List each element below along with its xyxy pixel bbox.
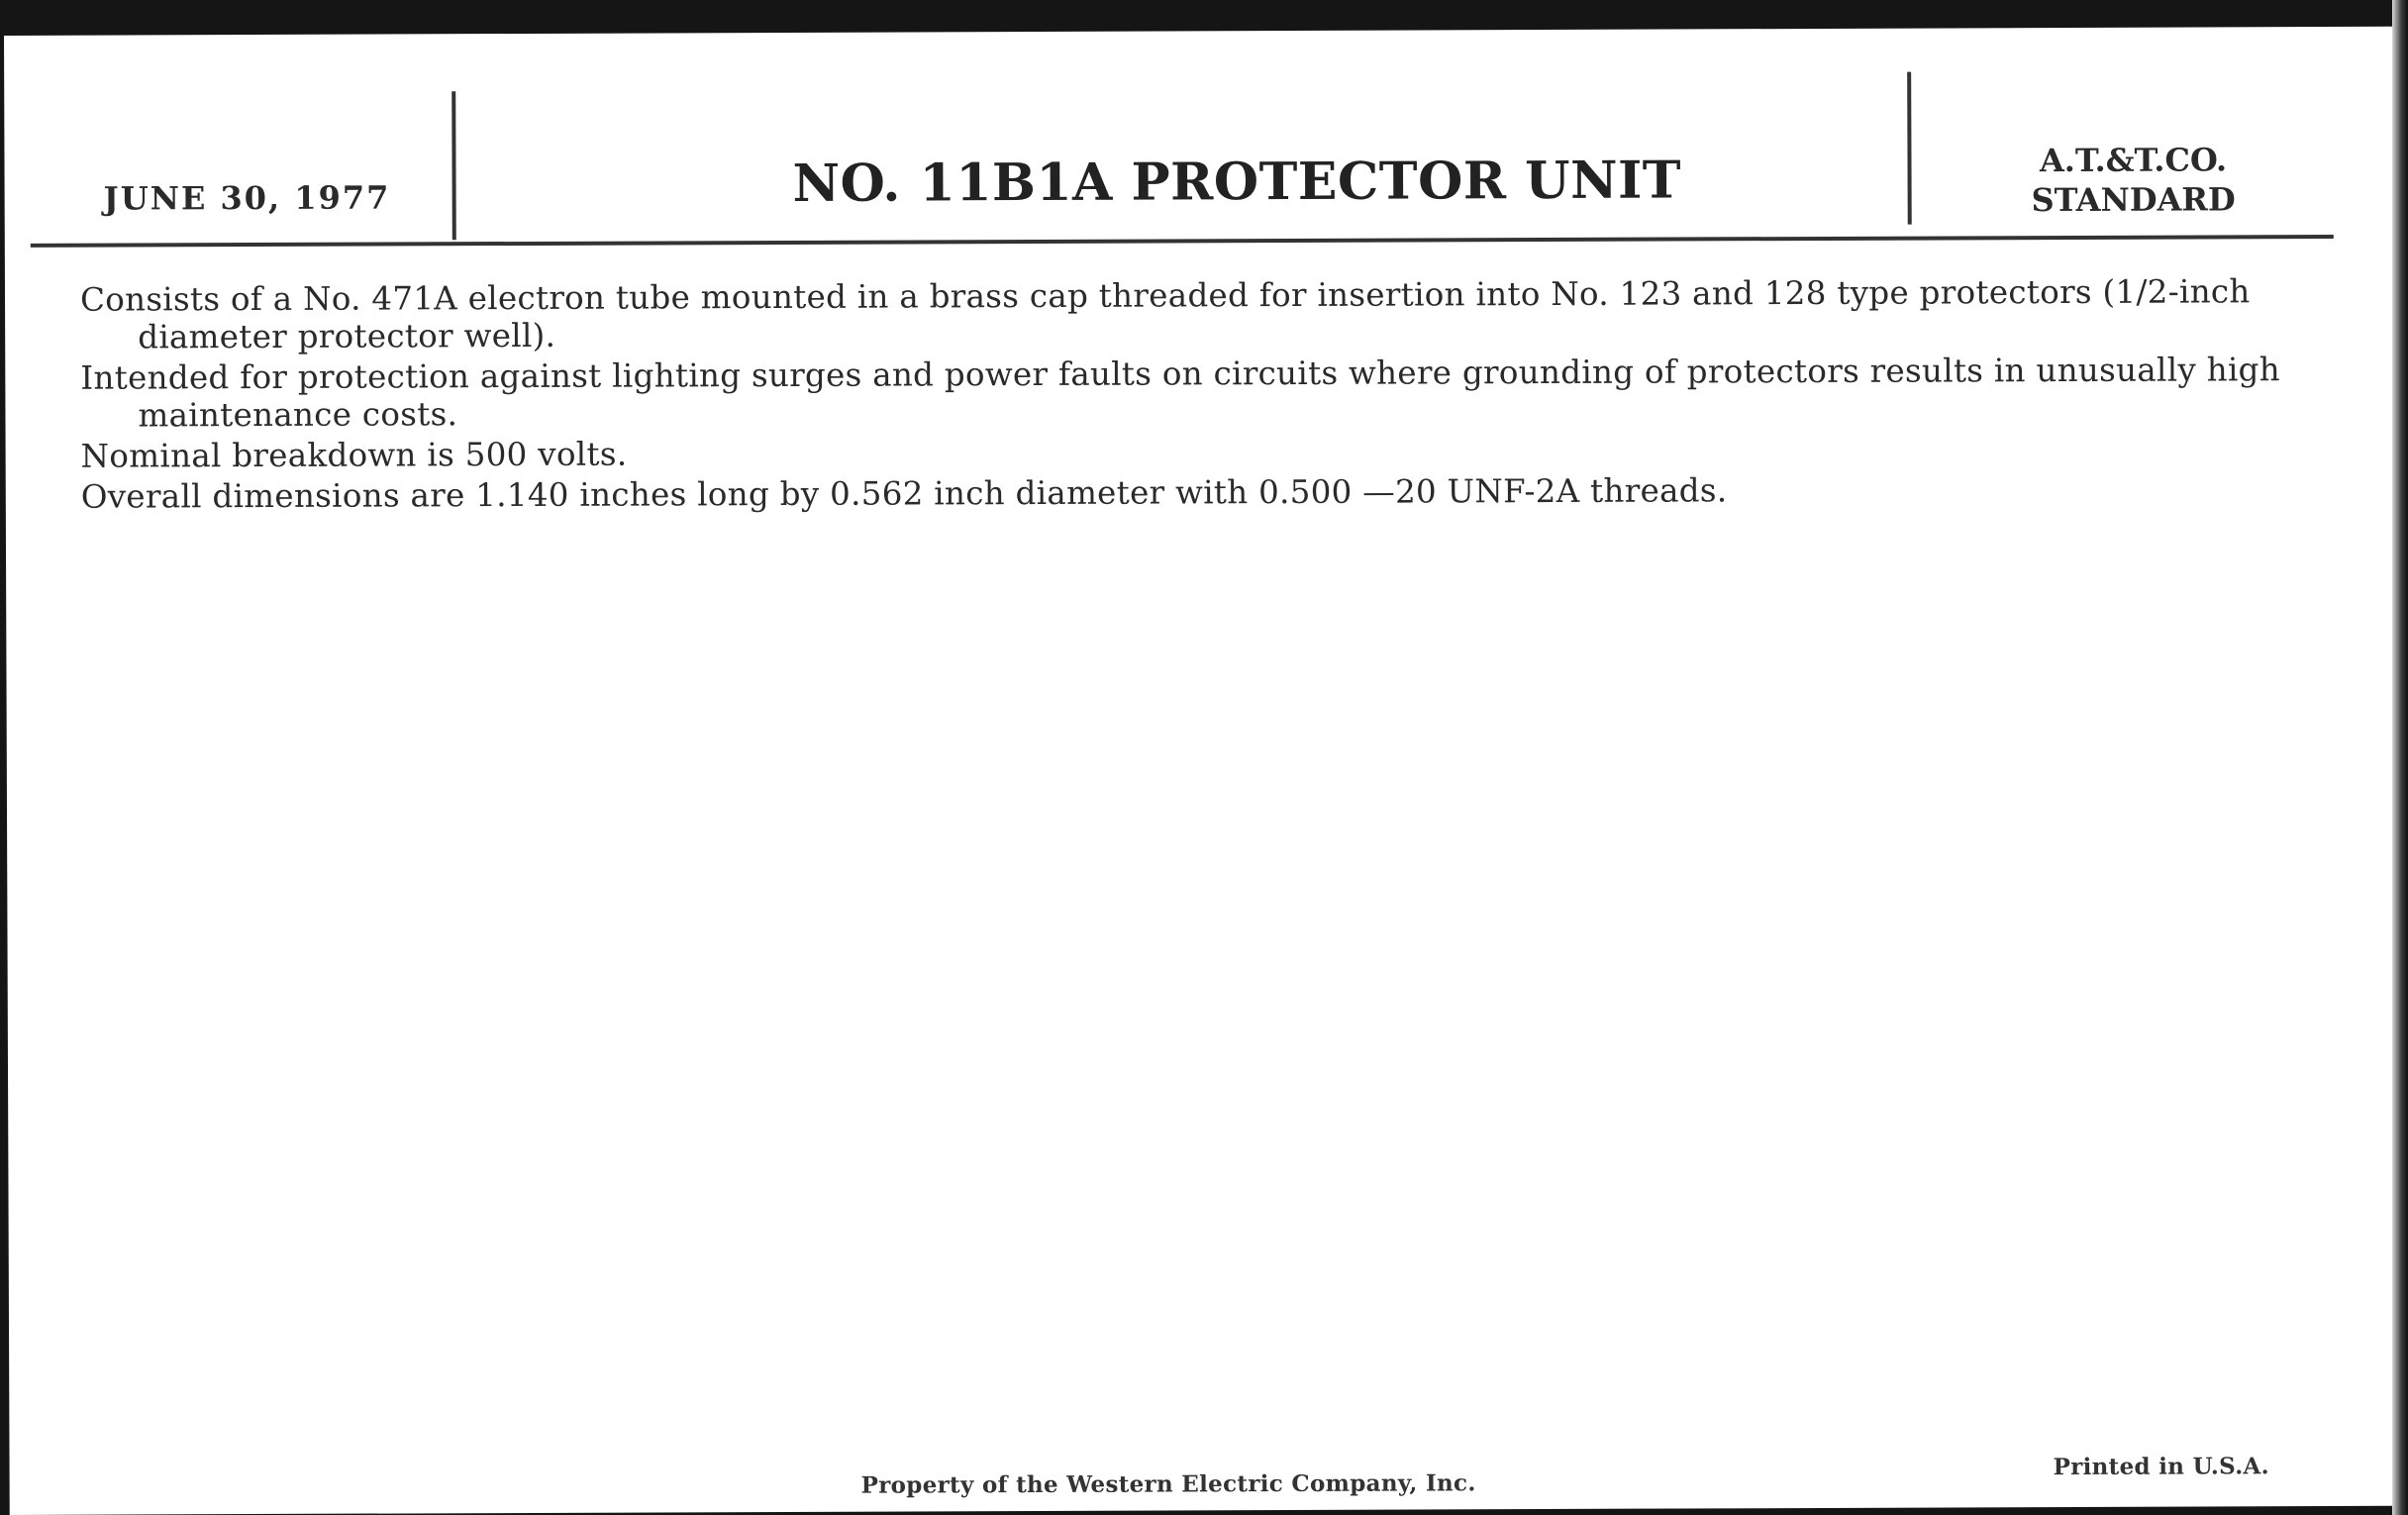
paragraph-construction: Consists of a No. 471A electron tube mounted in a brass cap threaded for insertion into No. 123 and 128 type protectors (1/2-inch diameter protector well).	[79, 272, 2251, 356]
document-title: NO. 11B1A PROTECTOR UNIT	[792, 150, 1682, 214]
description-body	[80, 272, 2309, 519]
document-card	[4, 27, 2398, 1515]
footer-property: Property of the Western Electric Company, Inc.	[860, 1469, 1476, 1499]
paragraph-dimensions: Overall dimensions are 1.140 inches long by 0.562 inch diameter with 0.500 —20 UNF-2A threads.	[80, 471, 1728, 516]
footer-printed: Printed in U.S.A.	[2053, 1453, 2270, 1481]
paragraph-purpose: Intended for protection against lighting surges and power faults on circuits where grounding of protectors results in unusually high maintenance costs.	[80, 351, 2281, 435]
header-rule	[31, 235, 2334, 248]
standard-line-company: A.T.&T.CO.	[2039, 141, 2228, 180]
header-divider-left	[452, 91, 456, 240]
paragraph-breakdown: Nominal breakdown is 500 volts.	[80, 435, 628, 475]
standard-line-label: STANDARD	[2031, 180, 2236, 220]
standard-mark	[1984, 140, 2281, 220]
header-divider-right	[1907, 72, 1912, 225]
scan-edge-shadow	[2392, 0, 2408, 1515]
issue-date: JUNE 30, 1977	[103, 178, 391, 218]
